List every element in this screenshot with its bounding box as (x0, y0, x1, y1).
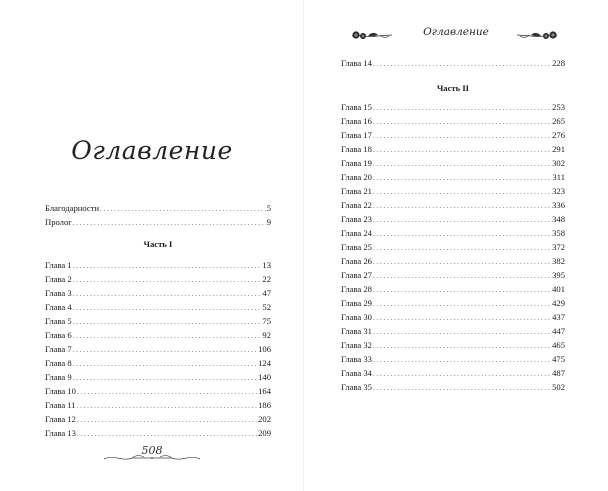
toc-entry (341, 268, 565, 282)
part-heading: Часть II (436, 83, 470, 93)
toc-entry-page: 75 (262, 316, 271, 326)
toc-entry-page: 5 (266, 203, 271, 213)
toc-entry (45, 314, 271, 328)
dot-leader (73, 273, 262, 287)
toc-entry-label: Глава 33 (341, 354, 372, 364)
toc-entry-page: 265 (552, 116, 565, 126)
toc-entry-label: Глава 16 (341, 116, 372, 126)
toc-entry-label: Глава 28 (341, 284, 372, 294)
toc-entry-label: Глава 1 (45, 260, 72, 270)
dot-leader (373, 157, 551, 171)
dot-leader (373, 171, 551, 185)
toc-entry (341, 212, 565, 226)
flourish-ornament-icon (102, 453, 202, 463)
dot-leader (373, 269, 551, 283)
toc-entry-label: Глава 22 (341, 200, 372, 210)
dot-leader (77, 385, 257, 399)
dot-leader (73, 301, 262, 315)
toc-entry-page: 92 (262, 330, 271, 340)
toc-entry-label: Глава 10 (45, 386, 76, 396)
toc-entry-label: Глава 6 (45, 330, 72, 340)
toc-entry-label: Глава 25 (341, 242, 372, 252)
toc-entry (341, 100, 565, 114)
toc-entry (341, 310, 565, 324)
toc-entry-page: 302 (552, 158, 565, 168)
toc-entry-label: Глава 3 (45, 288, 72, 298)
toc-entry (341, 240, 565, 254)
toc-entry (341, 114, 565, 128)
chapter-list (341, 100, 565, 394)
running-head: Оглавление (423, 26, 489, 38)
toc-entry-label: Глава 32 (341, 340, 372, 350)
toc-entry-page: 348 (552, 214, 565, 224)
dot-leader (77, 399, 258, 413)
toc-entry (341, 184, 565, 198)
dot-leader (77, 413, 257, 427)
toc-entry-label: Глава 18 (341, 144, 372, 154)
front-matter-list (45, 201, 271, 229)
toc-entry-page: 276 (552, 130, 565, 140)
toc-entry-page: 395 (552, 270, 565, 280)
toc-entry-page: 487 (552, 368, 565, 378)
dot-leader (373, 311, 551, 325)
toc-entry-label: Глава 23 (341, 214, 372, 224)
toc-entry (341, 352, 565, 366)
toc-entry-label: Глава 11 (45, 400, 76, 410)
toc-entry (45, 258, 271, 272)
toc-entry-label: Глава 20 (341, 172, 372, 182)
toc-entry-page: 106 (258, 344, 271, 354)
dot-leader (73, 287, 262, 301)
toc-entry-page: 253 (552, 102, 565, 112)
toc-entry (341, 198, 565, 212)
toc-entry (341, 254, 565, 268)
toc-entry-label: Глава 5 (45, 316, 72, 326)
toc-entry-page: 186 (258, 400, 271, 410)
toc-entry (341, 296, 565, 310)
toc-entry-label: Глава 26 (341, 256, 372, 266)
toc-entry (45, 215, 271, 229)
toc-entry-label: Глава 15 (341, 102, 372, 112)
toc-entry-label: Глава 35 (341, 382, 372, 392)
toc-entry-page: 382 (552, 256, 565, 266)
toc-entry-label: Глава 13 (45, 428, 76, 438)
toc-entry-label: Глава 34 (341, 368, 372, 378)
dot-leader (373, 185, 551, 199)
toc-entry-label: Глава 19 (341, 158, 372, 168)
dot-leader (77, 427, 257, 441)
toc-entry-label: Глава 21 (341, 186, 372, 196)
toc-entry (45, 426, 271, 440)
dot-leader (73, 259, 262, 273)
toc-entry-page: 209 (258, 428, 271, 438)
toc-entry-label: Глава 17 (341, 130, 372, 140)
toc-entry (45, 272, 271, 286)
toc-entry (341, 366, 565, 380)
dot-leader (373, 255, 551, 269)
toc-entry (45, 342, 271, 356)
part-heading: Часть I (143, 239, 173, 249)
dot-leader (100, 202, 266, 216)
chapter-list (45, 258, 271, 440)
toc-entry (45, 300, 271, 314)
toc-entry (341, 380, 565, 394)
toc-entry-label: Глава 31 (341, 326, 372, 336)
toc-entry (341, 142, 565, 156)
dot-leader (373, 367, 551, 381)
dot-leader (373, 199, 551, 213)
toc-entry-page: 358 (552, 228, 565, 238)
toc-entry-page: 202 (258, 414, 271, 424)
folio-number: 508 (141, 444, 163, 457)
toc-entry (45, 384, 271, 398)
toc-entry-page: 447 (552, 326, 565, 336)
toc-entry (45, 286, 271, 300)
toc-entry-page: 164 (258, 386, 271, 396)
toc-entry-label: Глава 9 (45, 372, 72, 382)
dot-leader (373, 101, 551, 115)
dot-leader (373, 57, 551, 71)
dot-leader (373, 325, 551, 339)
toc-entry-page: 52 (262, 302, 271, 312)
dot-leader (73, 329, 262, 343)
toc-entry (341, 170, 565, 184)
toc-entry-page: 323 (552, 186, 565, 196)
toc-entry-label: Глава 30 (341, 312, 372, 322)
dot-leader (373, 115, 551, 129)
toc-entry-page: 9 (266, 217, 271, 227)
toc-entry-page: 502 (552, 382, 565, 392)
toc-entry-page: 22 (262, 274, 271, 284)
dot-leader (73, 216, 266, 230)
toc-entry-label: Глава 24 (341, 228, 372, 238)
dot-leader (73, 315, 262, 329)
toc-entry-label: Глава 14 (341, 58, 372, 68)
toc-entry-label: Глава 4 (45, 302, 72, 312)
toc-entry-label: Пролог (45, 217, 72, 227)
toc-entry-page: 311 (552, 172, 565, 182)
toc-entry (45, 356, 271, 370)
dot-leader (373, 129, 551, 143)
toc-entry (45, 412, 271, 426)
rose-icon (515, 28, 561, 42)
toc-entry (45, 398, 271, 412)
right-page (304, 0, 608, 491)
toc-entry-label: Глава 7 (45, 344, 72, 354)
toc-entry-page: 13 (262, 260, 271, 270)
toc-entry-page: 429 (552, 298, 565, 308)
dot-leader (73, 357, 257, 371)
toc-entry-page: 465 (552, 340, 565, 350)
toc-entry-label: Глава 29 (341, 298, 372, 308)
dot-leader (373, 339, 551, 353)
toc-entry-page: 475 (552, 354, 565, 364)
toc-entry-page: 124 (258, 358, 271, 368)
toc-entry-page: 47 (262, 288, 271, 298)
dot-leader (73, 343, 257, 357)
toc-entry-label: Глава 12 (45, 414, 76, 424)
dot-leader (373, 143, 551, 157)
toc-entry (341, 226, 565, 240)
toc-entry (45, 370, 271, 384)
dot-leader (373, 213, 551, 227)
toc-entry-page: 401 (552, 284, 565, 294)
dot-leader (373, 381, 551, 395)
toc-entry-page: 140 (258, 372, 271, 382)
toc-entry-page: 228 (552, 58, 565, 68)
toc-entry-page: 291 (552, 144, 565, 154)
dot-leader (73, 371, 257, 385)
toc-entry-page: 437 (552, 312, 565, 322)
toc-entry (341, 156, 565, 170)
toc-entry (341, 56, 565, 70)
toc-entry-label: Глава 8 (45, 358, 72, 368)
dot-leader (373, 297, 551, 311)
toc-entry (45, 328, 271, 342)
toc-entry (341, 338, 565, 352)
toc-entry (45, 201, 271, 215)
dot-leader (373, 283, 551, 297)
toc-entry-label: Благодарности (45, 203, 100, 213)
dot-leader (373, 227, 551, 241)
toc-entry-page: 336 (552, 200, 565, 210)
page-title: Оглавление (71, 136, 233, 165)
dot-leader (373, 353, 551, 367)
toc-entry-page: 372 (552, 242, 565, 252)
toc-entry (341, 324, 565, 338)
carryover-list (341, 56, 565, 70)
toc-entry (341, 282, 565, 296)
toc-entry (341, 128, 565, 142)
toc-entry-label: Глава 27 (341, 270, 372, 280)
toc-entry-label: Глава 2 (45, 274, 72, 284)
dot-leader (373, 241, 551, 255)
